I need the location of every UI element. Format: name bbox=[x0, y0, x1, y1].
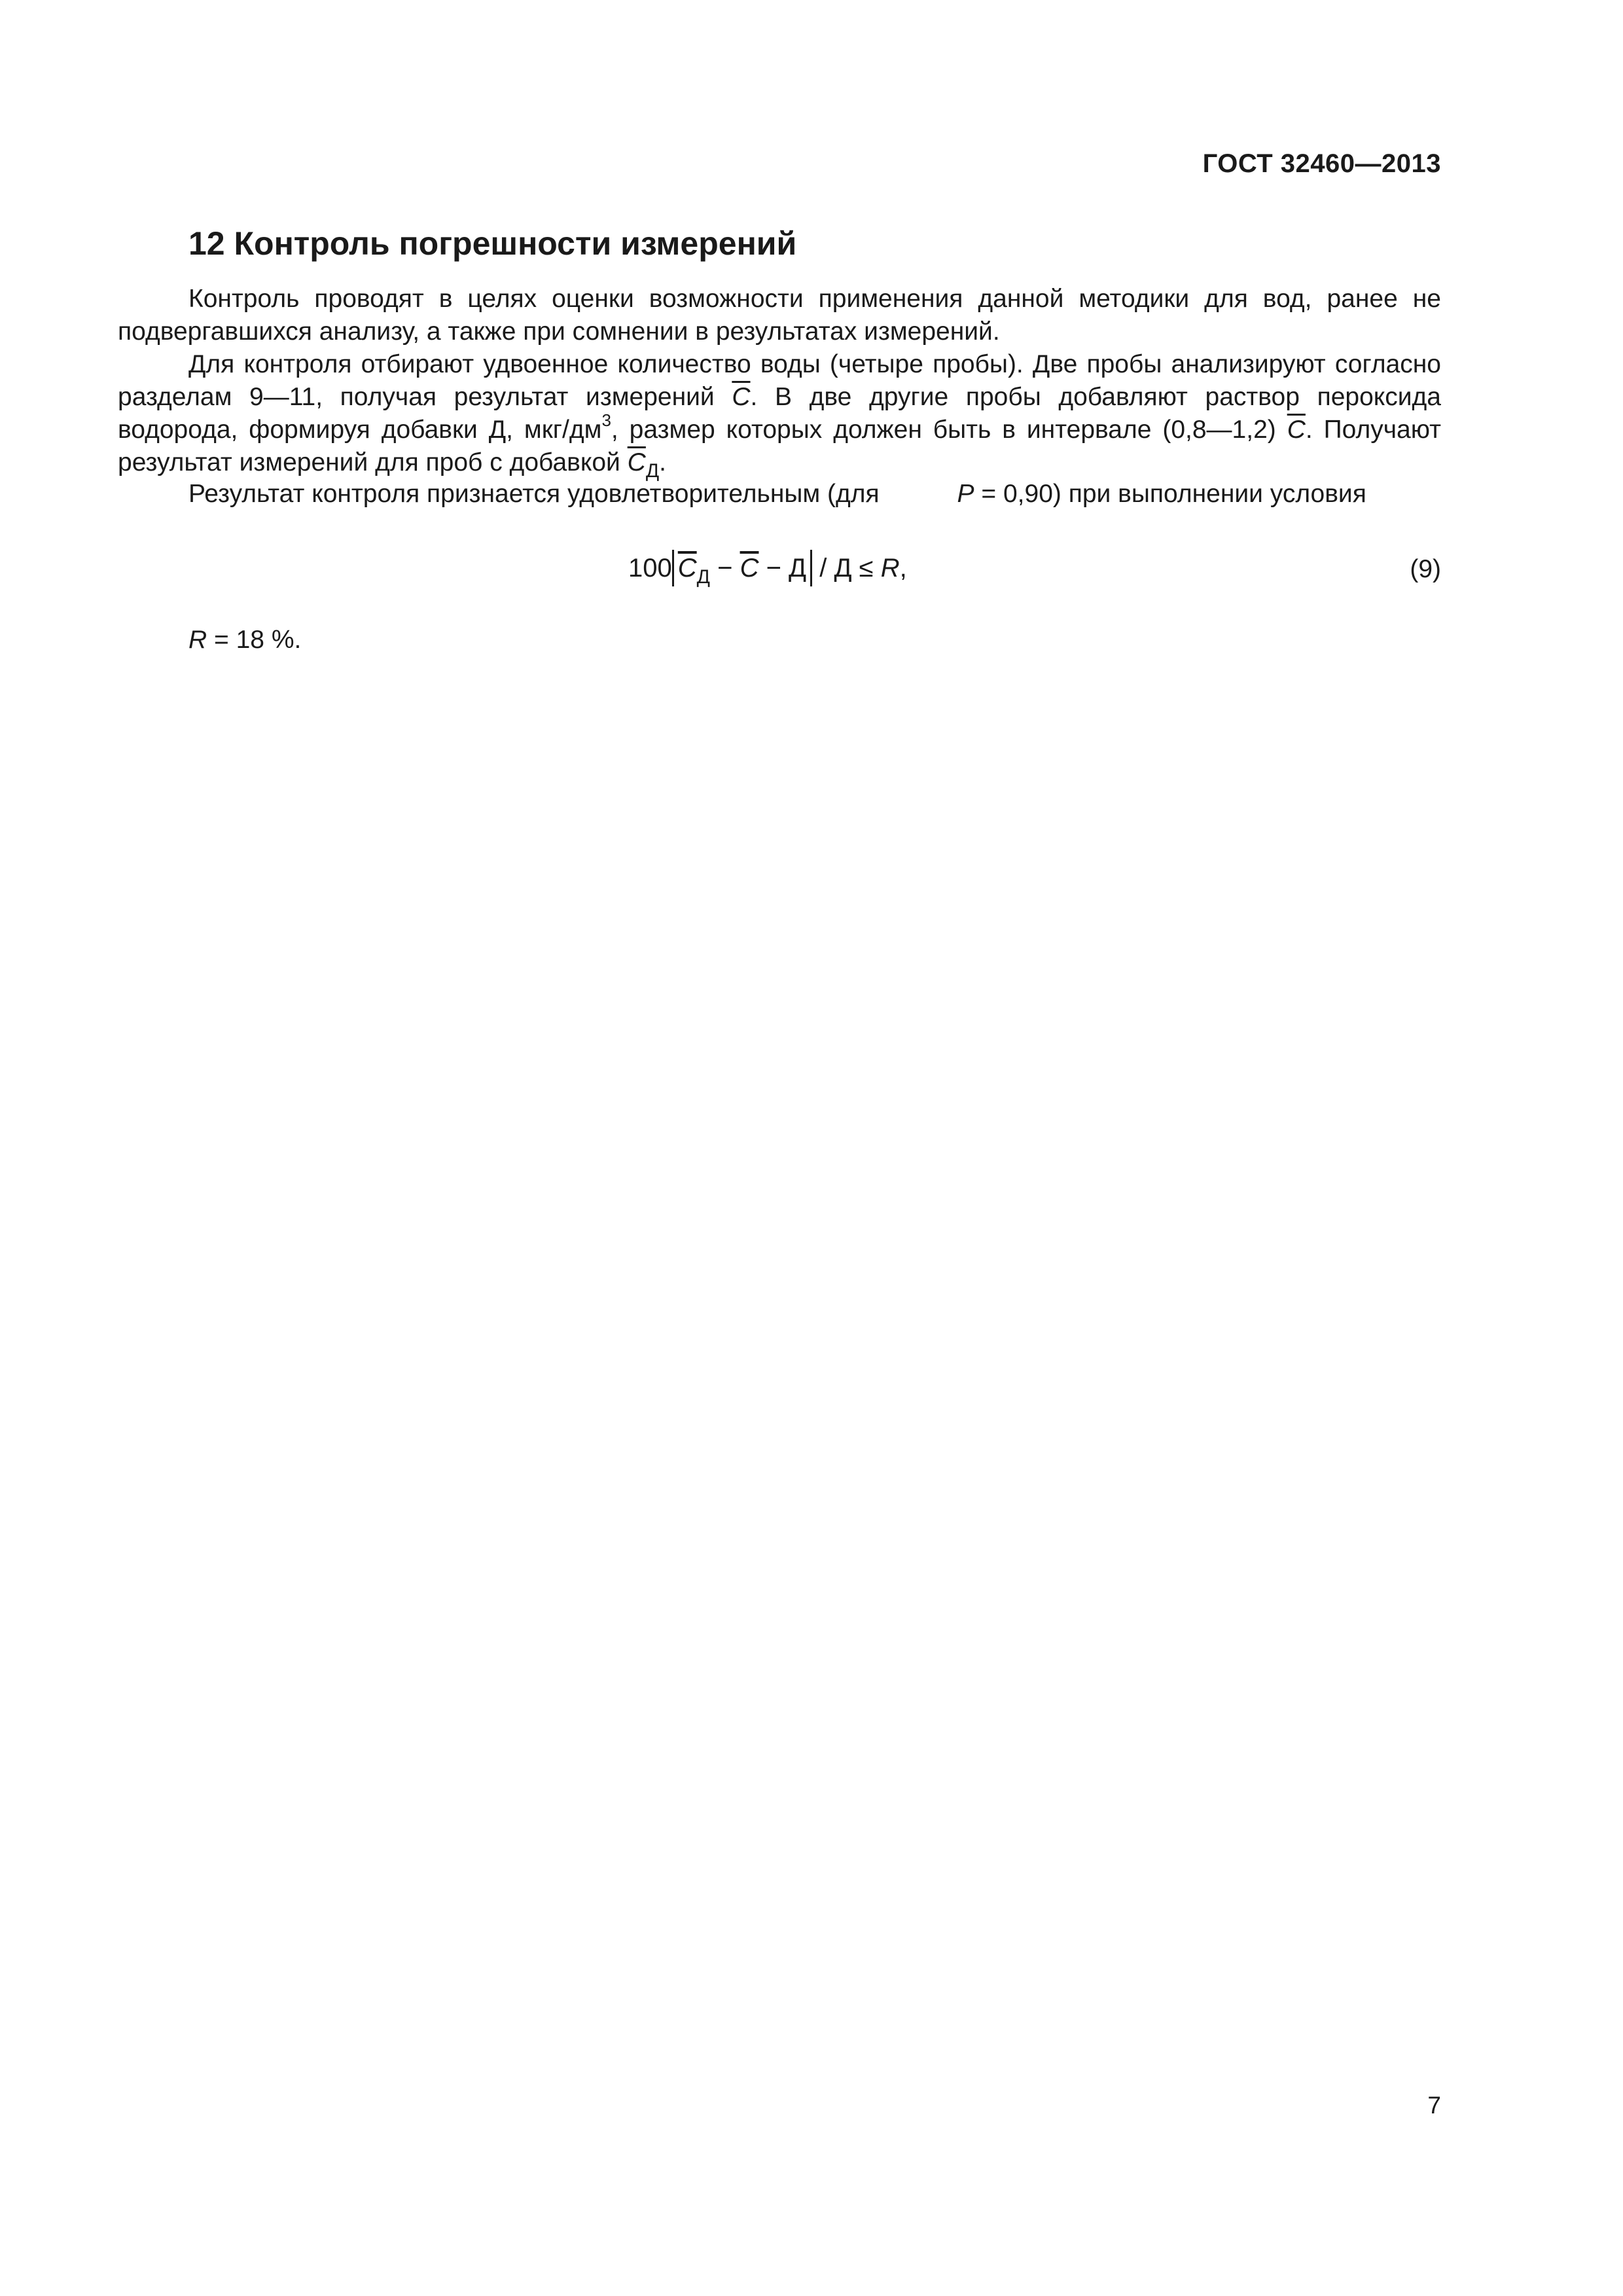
formula-tail: / Д ≤ bbox=[812, 554, 881, 583]
text-span: . В две другие пробы добавляют раствор пероксида водорода, формируя добавки Д, мкг/дм bbox=[118, 383, 1441, 444]
subscript-d: Д bbox=[645, 460, 660, 482]
r-symbol: R bbox=[188, 626, 207, 654]
text-span: . Получают результат измерений для проб с добавкой bbox=[118, 416, 1441, 476]
minus-sign: − bbox=[709, 554, 740, 583]
section-title: 12 Контроль погрешности измерений bbox=[188, 225, 797, 262]
subscript-d: Д bbox=[696, 566, 710, 588]
equation-number: (9) bbox=[1410, 555, 1441, 583]
paragraph-condition bbox=[118, 478, 1441, 511]
mean-c-symbol: $\overline{C}$ bbox=[1287, 416, 1306, 444]
formula-comma: , bbox=[899, 554, 907, 583]
page-number: 7 bbox=[1427, 2092, 1441, 2119]
text-span: , размер которых должен быть в интервале (0,8—1,2) bbox=[611, 416, 1287, 444]
mean-c-d-symbol: $\overline{C}$ bbox=[677, 554, 697, 583]
formula-9 bbox=[628, 548, 907, 588]
paragraph-text: Контроль проводят в целях оценки возможности применения данной методики для вод, ранее не подвергавшихся анализу, а также при сомнении в результатах измерений. bbox=[118, 285, 1441, 346]
text-span: Для контроля отбирают удвоенное количество воды (четыре пробы). Две пробы анализируют согласно разделам 9—11, получая результат измерений bbox=[118, 350, 1441, 411]
paragraph-condition-text bbox=[118, 478, 1441, 511]
text-span: Результат контроля признается удовлетворительным (для bbox=[188, 480, 887, 508]
mean-c-symbol: $\overline{C}$ bbox=[740, 554, 759, 583]
standard-designation: ГОСТ 32460—2013 bbox=[1202, 149, 1441, 178]
absolute-value bbox=[672, 550, 812, 586]
paragraph-procedure bbox=[118, 348, 1441, 482]
text-span: = 0,90) при выполнении условия bbox=[974, 480, 1366, 508]
formula-coefficient: 100 bbox=[628, 554, 672, 583]
paragraph-purpose bbox=[118, 283, 1441, 348]
paragraph-procedure-text bbox=[118, 348, 1441, 482]
p-symbol: P bbox=[957, 480, 974, 508]
r-value-text: = 18 %. bbox=[207, 626, 302, 654]
mean-c-d-symbol: $\overline{C}$ bbox=[627, 448, 646, 476]
r-symbol: R bbox=[880, 554, 900, 583]
text-span: . bbox=[659, 448, 667, 476]
superscript-3: 3 bbox=[601, 410, 611, 430]
mean-c-symbol: $\overline{C}$ bbox=[732, 383, 751, 411]
minus-d: − Д bbox=[758, 554, 807, 583]
r-value-line bbox=[188, 626, 301, 655]
